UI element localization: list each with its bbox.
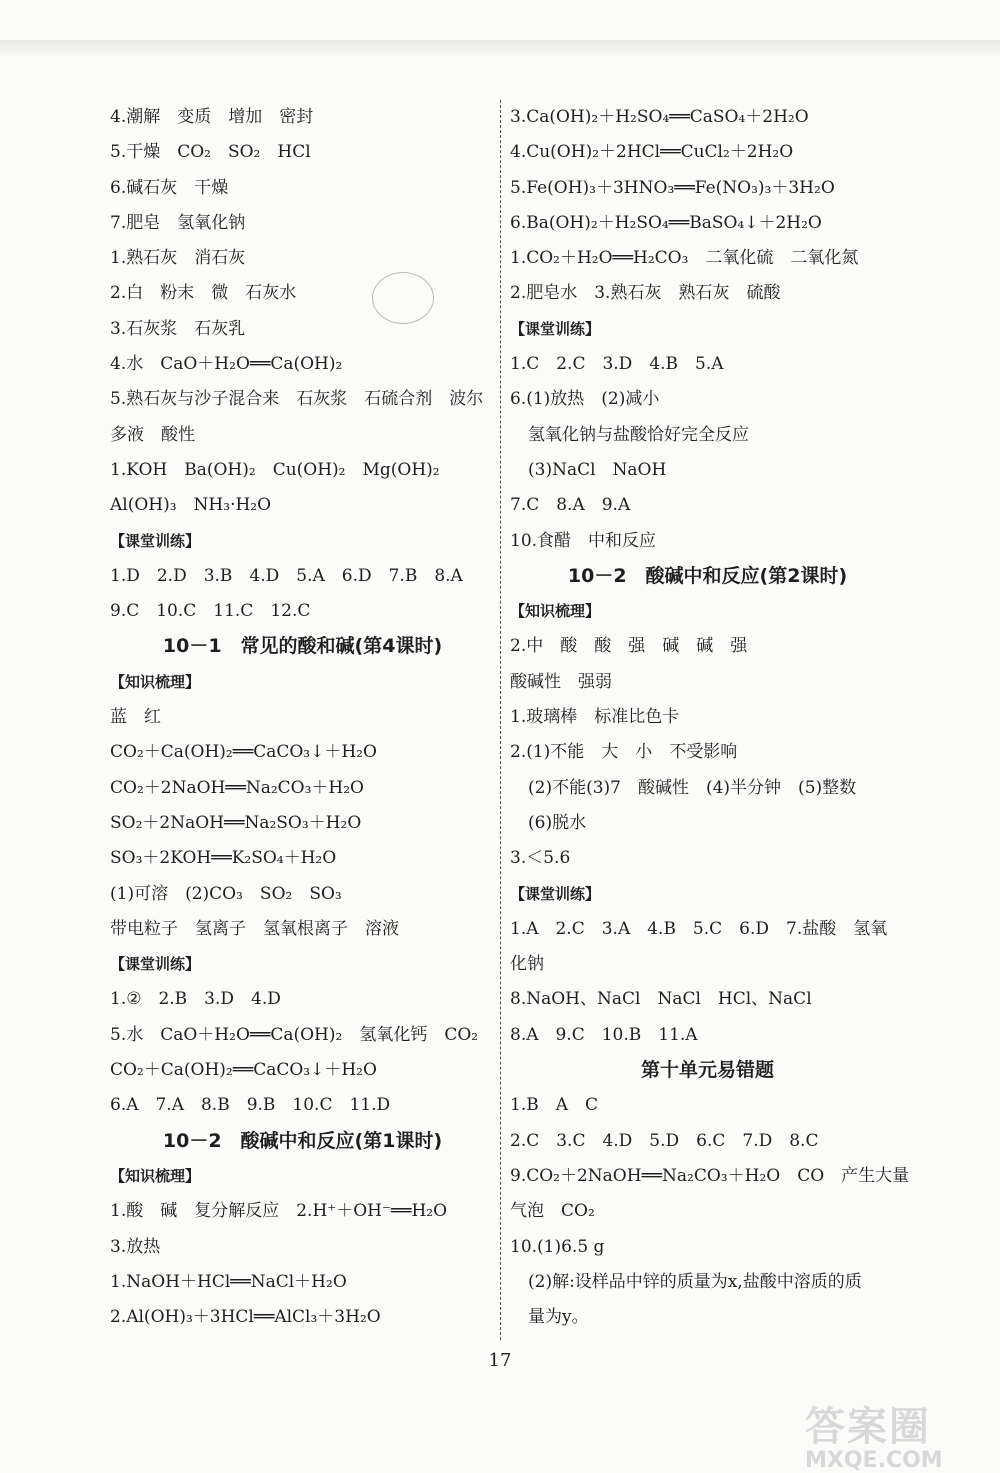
- answer-line: 1.C 2.C 3.D 4.B 5.A: [510, 354, 724, 375]
- answer-line: 2.C 3.C 4.D 5.D 6.C 7.D 8.C: [510, 1130, 819, 1151]
- answer-line: 1.A 2.C 3.A 4.B 5.C 6.D 7.盐酸 氢氧: [510, 918, 888, 939]
- answer-line: SO₃＋2KOH══K₂SO₄＋H₂O: [110, 848, 337, 869]
- answer-line: (6)脱水: [528, 812, 587, 833]
- answer-line: (3)NaCl NaOH: [528, 459, 667, 480]
- answer-line: 4.Cu(OH)₂＋2HCl══CuCl₂＋2H₂O: [510, 142, 794, 163]
- answer-line: 1.CO₂＋H₂O══H₂CO₃ 二氧化硫 二氧化氮: [510, 248, 859, 269]
- subsection-label: 【课堂训练】: [110, 531, 201, 550]
- answer-line: (2)不能(3)7 酸碱性 (4)半分钟 (5)整数: [528, 777, 857, 798]
- answer-line: 1.KOH Ba(OH)₂ Cu(OH)₂ Mg(OH)₂: [110, 459, 440, 480]
- answer-line: 1.熟石灰 消石灰: [110, 248, 246, 269]
- page-number: 17: [488, 1350, 512, 1371]
- subsection-label: 【课堂训练】: [110, 955, 201, 974]
- answer-line: 5.干燥 CO₂ SO₂ HCl: [110, 142, 311, 163]
- watermark-logo: [805, 1395, 943, 1473]
- answer-line: 多液 酸性: [110, 424, 195, 445]
- column-divider: [500, 100, 501, 1340]
- answer-line: 1.玻璃棒 标准比色卡: [510, 707, 680, 728]
- answer-line: 9.C 10.C 11.C 12.C: [110, 601, 311, 622]
- answer-line: 带电粒子 氢离子 氢氧根离子 溶液: [110, 918, 399, 939]
- answer-line: 3.石灰浆 石灰乳: [110, 318, 246, 339]
- subsection-label: 【课堂训练】: [510, 884, 601, 903]
- answer-line: 酸碱性 强弱: [510, 671, 612, 692]
- answer-line: CO₂＋2NaOH══Na₂CO₃＋H₂O: [110, 777, 364, 798]
- answer-line: 8.NaOH、NaCl NaCl HCl、NaCl: [510, 989, 812, 1010]
- answer-line: 7.肥皂 氢氧化钠: [110, 212, 246, 233]
- answer-line: 1.B A C: [510, 1095, 598, 1116]
- section-heading: 10－2 酸碱中和反应(第1课时): [162, 1129, 443, 1152]
- answer-line: 5.熟石灰与沙子混合来 石灰浆 石硫合剂 波尔: [110, 389, 484, 410]
- answer-line: CO₂＋Ca(OH)₂══CaCO₃↓＋H₂O: [110, 1060, 377, 1081]
- answer-line: 2.Al(OH)₃＋3HCl══AlCl₃＋3H₂O: [110, 1307, 381, 1328]
- right-column: [510, 100, 910, 1335]
- answer-line: 6.Ba(OH)₂＋H₂SO₄══BaSO₄↓＋2H₂O: [510, 212, 822, 233]
- watermark-title: 答案圈: [805, 1404, 931, 1450]
- answer-line: 10.食醋 中和反应: [510, 530, 657, 551]
- answer-line: 量为y。: [528, 1307, 589, 1328]
- answer-line: 6.(1)放热 (2)减小: [510, 389, 660, 410]
- section-heading: 10－1 常见的酸和碱(第4课时): [162, 635, 443, 658]
- answer-line: 9.CO₂＋2NaOH══Na₂CO₃＋H₂O CO 产生大量: [510, 1165, 910, 1186]
- answer-line: 10.(1)6.5 g: [510, 1236, 605, 1257]
- answer-line: 2.肥皂水 3.熟石灰 熟石灰 硫酸: [510, 283, 781, 304]
- answer-line: 3.Ca(OH)₂＋H₂SO₄══CaSO₄＋2H₂O: [510, 107, 809, 127]
- answer-line: 6.碱石灰 干燥: [110, 177, 229, 198]
- section-heading: 第十单元易错题: [640, 1059, 774, 1082]
- subsection-label: 【课堂训练】: [510, 319, 601, 338]
- answer-line: 4.潮解 变质 增加 密封: [110, 107, 314, 127]
- answer-line: 8.A 9.C 10.B 11.A: [510, 1024, 698, 1045]
- answer-line: 3.＜5.6: [510, 848, 571, 869]
- answer-line: 2.(1)不能 大 小 不受影响: [510, 742, 738, 763]
- answer-line: 4.水 CaO＋H₂O══Ca(OH)₂: [110, 354, 343, 375]
- answer-line: 1.酸 碱 复分解反应 2.H⁺＋OH⁻══H₂O: [110, 1201, 448, 1222]
- answer-line: 2.白 粉末 微 石灰水: [110, 283, 297, 304]
- answer-line: 1.② 2.B 3.D 4.D: [110, 989, 281, 1010]
- faint-stamp: [372, 272, 434, 324]
- answer-line: CO₂＋Ca(OH)₂══CaCO₃↓＋H₂O: [110, 742, 377, 763]
- answer-line: 7.C 8.A 9.A: [510, 495, 631, 516]
- answer-line: (1)可溶 (2)CO₃ SO₂ SO₃: [110, 883, 342, 904]
- answer-line: 3.放热: [110, 1236, 161, 1257]
- subsection-label: 【知识梳理】: [110, 672, 201, 691]
- answer-line: 5.Fe(OH)₃＋3HNO₃══Fe(NO₃)₃＋3H₂O: [510, 177, 835, 198]
- answer-line: 化钠: [510, 954, 544, 975]
- scan-top-shadow: [0, 40, 1000, 58]
- subsection-label: 【知识梳理】: [110, 1166, 201, 1185]
- answer-line: 1.NaOH＋HCl══NaCl＋H₂O: [110, 1271, 347, 1292]
- answer-line: Al(OH)₃ NH₃·H₂O: [110, 495, 272, 516]
- answer-line: (2)解:设样品中锌的质量为x,盐酸中溶质的质: [528, 1271, 862, 1292]
- answer-line: 蓝 红: [110, 707, 161, 728]
- answer-line: 1.D 2.D 3.B 4.D 5.A 6.D 7.B 8.A: [110, 565, 463, 586]
- answer-line: SO₂＋2NaOH══Na₂SO₃＋H₂O: [110, 812, 362, 833]
- section-heading: 10－2 酸碱中和反应(第2课时): [567, 564, 848, 587]
- answer-line: 气泡 CO₂: [510, 1201, 595, 1222]
- answer-line: 5.水 CaO＋H₂O══Ca(OH)₂ 氢氧化钙 CO₂: [110, 1024, 479, 1045]
- subsection-label: 【知识梳理】: [510, 602, 601, 621]
- answer-line: 6.A 7.A 8.B 9.B 10.C 11.D: [110, 1095, 391, 1116]
- left-column: [110, 100, 495, 1335]
- watermark-url: MXQE.COM: [805, 1448, 943, 1473]
- answer-line: 氢氧化钠与盐酸恰好完全反应: [528, 424, 749, 445]
- answer-line: 2.中 酸 酸 强 碱 碱 强: [510, 636, 748, 657]
